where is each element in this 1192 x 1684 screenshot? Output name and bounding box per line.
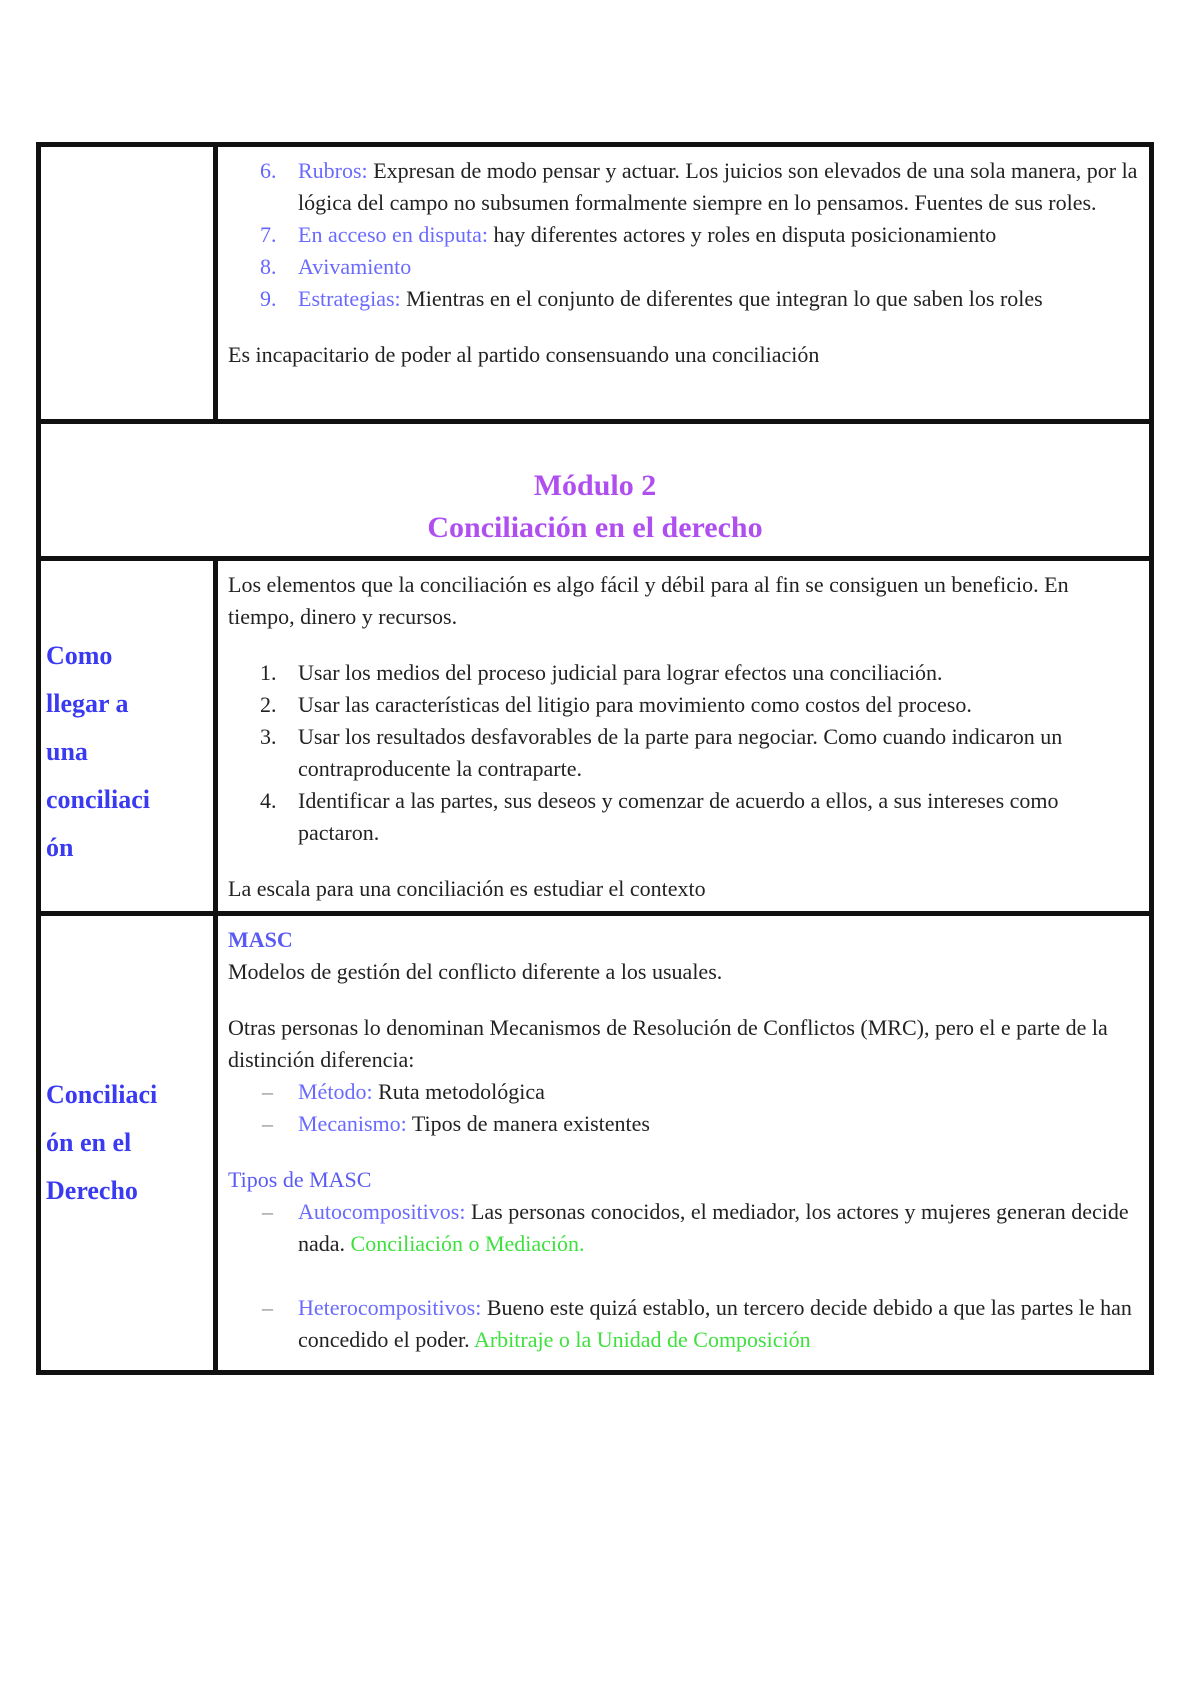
types-heading: Tipos de MASC (228, 1167, 372, 1192)
list-number: 4. (260, 788, 277, 813)
list-term: Estrategias: (298, 286, 401, 311)
table-row (39, 559, 1152, 914)
list-item (228, 155, 1139, 219)
row-label-line: Derecho (46, 1176, 138, 1205)
masc-heading: MASC (228, 927, 293, 952)
numbered-list (228, 155, 1139, 315)
row-label (42, 562, 212, 872)
list-number: 9. (260, 286, 277, 311)
list-item: – Método: Ruta metodológica (262, 1079, 545, 1104)
left-cell-empty (39, 145, 216, 422)
list-term: Heterocompositivos: (298, 1295, 482, 1320)
right-cell (216, 559, 1152, 914)
list-item (228, 219, 1139, 251)
list-text: Expresan de modo pensar y actuar. Los juicios son elevados de una sola manera, por la lógica del campo no subsumen formalmente siempre en lo pensamos. Fuentes de sus roles. (298, 158, 1138, 215)
list-term: Avivamiento (298, 254, 412, 279)
list-highlight: Conciliación o Mediación. (350, 1231, 585, 1256)
masc-text: Modelos de gestión del conflicto diferente a los usuales. (228, 959, 723, 984)
list-text: Usar los medios del proceso judicial para lograr efectos una conciliación. (298, 660, 943, 685)
list-text: Usar las características del litigio para movimiento como costos del proceso. (298, 692, 972, 717)
list-text: Mientras en el conjunto de diferentes que integran lo que saben los roles (400, 286, 1043, 311)
module-title: Módulo 2 (533, 469, 657, 502)
row-footer-text: La escala para una conciliación es estudiar el contexto (228, 876, 706, 901)
numbered-list (228, 657, 1139, 849)
list-text: Bueno este quizá establo, un tercero decide debido a que las partes le han concedido el poder. (298, 1295, 1132, 1352)
right-cell (216, 914, 1152, 1373)
table-row (39, 145, 1152, 422)
list-item (228, 721, 1139, 785)
list-term: Autocompositivos: (298, 1199, 466, 1224)
list-item (228, 657, 1139, 689)
list-number: 2. (260, 692, 277, 717)
row-label-line: Como (46, 641, 113, 670)
list-item: – Heterocompositivos: Bueno este quizá establo, un tercero decide debido a que las partes le han concedido el poder. Arbitraje o la Unidad de Composición (262, 1295, 1132, 1352)
list-item (228, 785, 1139, 849)
list-text: Identificar a las partes, sus deseos y comenzar de acuerdo a ellos, a sus intereses como pactaron. (298, 788, 1059, 845)
content-table (36, 142, 1154, 1375)
intro-paragraph: Los elementos que la conciliación es algo fácil y débil para al fin se consiguen un beneficio. En tiempo, dinero y recursos. (228, 572, 1069, 629)
left-cell (39, 914, 216, 1373)
list-number: 8. (260, 254, 277, 279)
list-term: Método: (298, 1079, 373, 1104)
row-label-line: una (46, 737, 88, 766)
table-row (39, 914, 1152, 1373)
table-row (39, 422, 1152, 559)
list-text: Ruta metodológica (372, 1079, 545, 1104)
row-label (42, 1071, 212, 1215)
list-text: hay diferentes actores y roles en disputa posicionamiento (488, 222, 997, 247)
row-label-line: llegar a (46, 689, 129, 718)
list-number: 3. (260, 724, 277, 749)
list-term: Rubros: (298, 158, 368, 183)
module-subtitle: Conciliación en el derecho (427, 511, 763, 544)
list-item: – Autocompositivos: Las personas conocidos, el mediador, los actores y mujeres generan decide nada. Conciliación o Mediación. (262, 1199, 1129, 1256)
dash-list (228, 1076, 1139, 1140)
list-number: 7. (260, 222, 277, 247)
right-cell (216, 145, 1152, 422)
list-text: Tipos de manera existentes (406, 1111, 650, 1136)
list-term: Mecanismo: (298, 1111, 407, 1136)
list-text: Usar los resultados desfavorables de la parte para negociar. Como cuando indicaron un contraproducente la contraparte. (298, 724, 1063, 781)
list-number: 6. (260, 158, 277, 183)
dash-list (228, 1196, 1139, 1356)
list-item (228, 251, 1139, 283)
row-footer-text: Es incapacitario de poder al partido consensuando una conciliación (228, 342, 820, 367)
list-number: 1. (260, 660, 277, 685)
module-heading-cell (39, 422, 1152, 559)
paragraph: Otras personas lo denominan Mecanismos de Resolución de Conflictos (MRC), pero el e parte de la distinción diferencia: (228, 1015, 1108, 1072)
list-item (228, 689, 1139, 721)
list-highlight: Arbitraje o la Unidad de Composición (473, 1327, 811, 1352)
row-label-line: ón (46, 833, 74, 862)
list-item (228, 283, 1139, 315)
document-page (36, 142, 1154, 1375)
left-cell (39, 559, 216, 914)
row-label-line: Conciliaci (46, 1080, 158, 1109)
list-term: En acceso en disputa: (298, 222, 488, 247)
row-label-line: ón en el (46, 1128, 132, 1157)
list-text: Las personas conocidos, el mediador, los actores y mujeres generan decide nada. (298, 1199, 1129, 1256)
row-label-line: conciliaci (46, 785, 150, 814)
list-item: – Mecanismo: Tipos de manera existentes (262, 1111, 650, 1136)
